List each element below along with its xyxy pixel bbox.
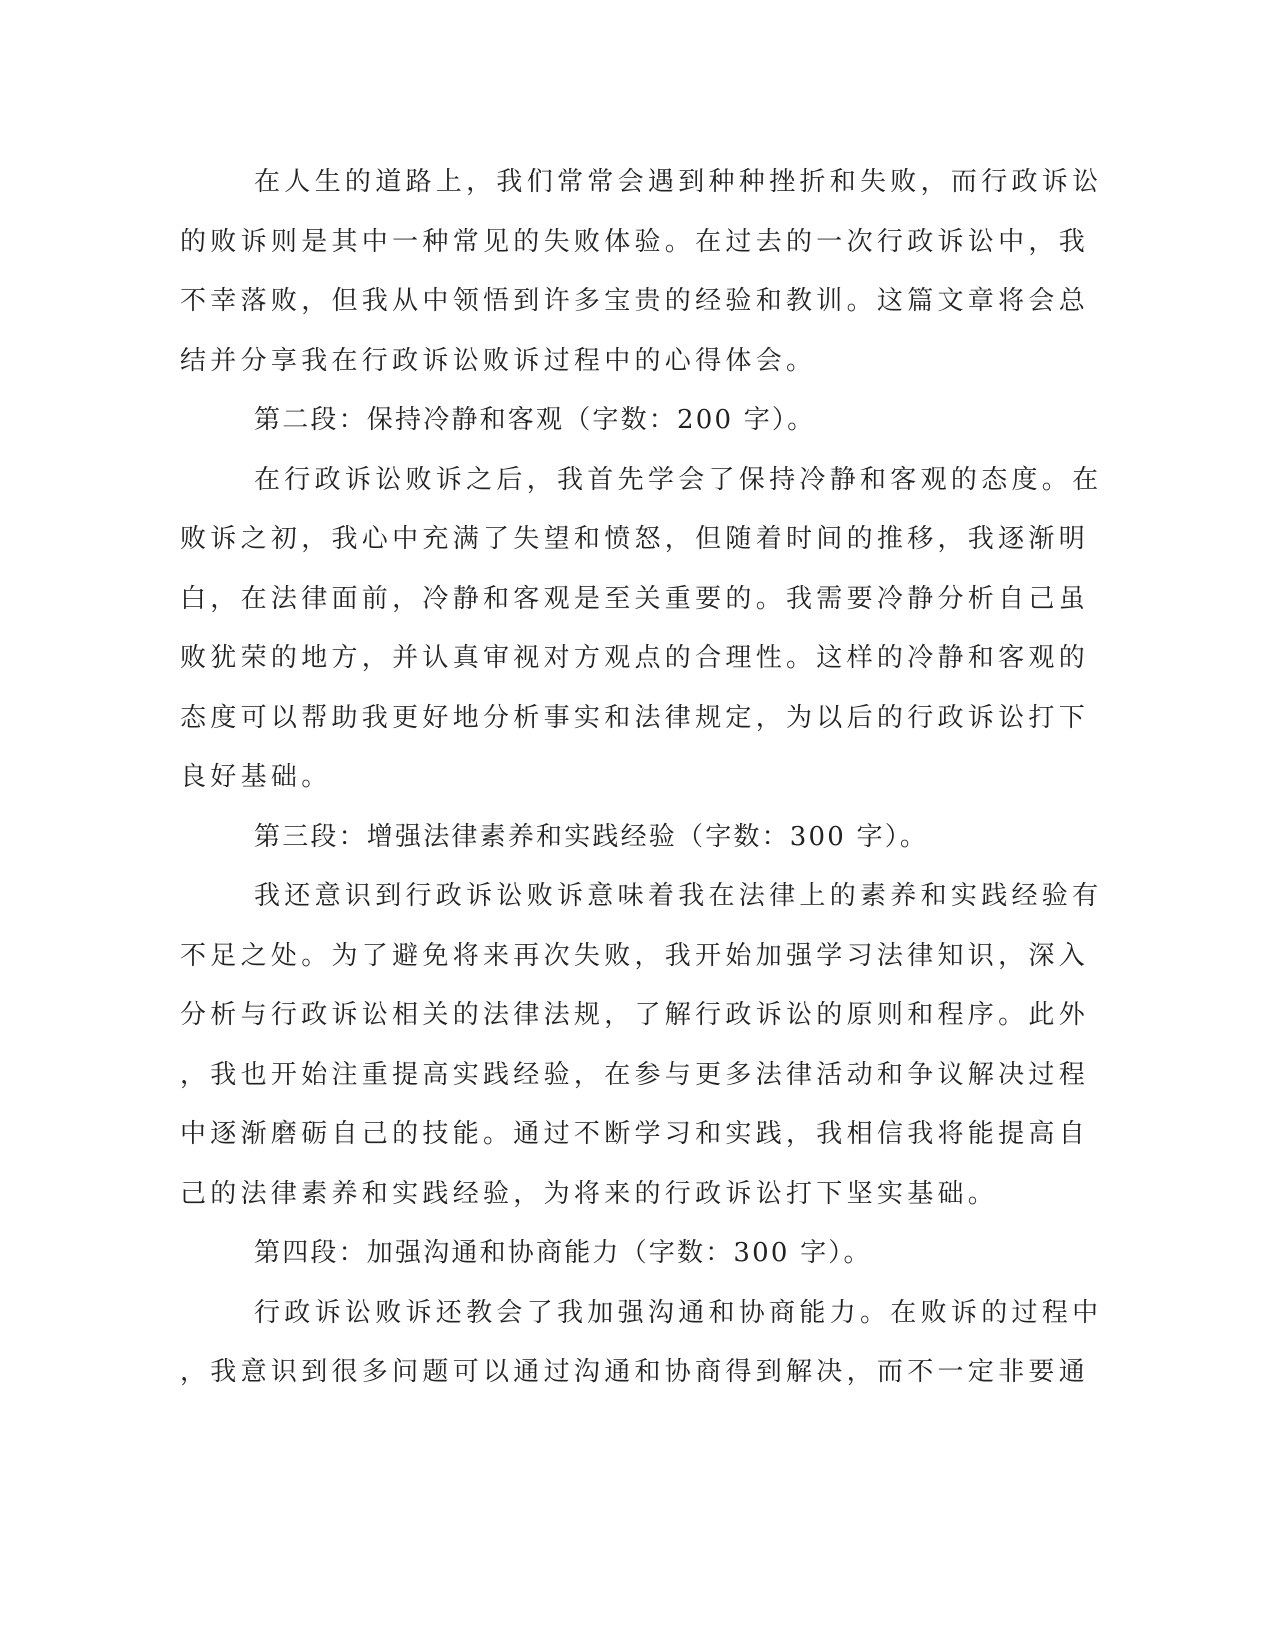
section-heading-3: 第三段：增强法律素养和实践经验（字数：300 字）。 [254,821,929,852]
paragraph-intro-line: 结并分享我在行政诉讼败诉过程中的心得体会。 [180,345,817,376]
paragraph-3-line: 不足之处。为了避免将来再次失败，我开始加强学习法律知识，深入 [180,940,1090,971]
paragraph-3-line: 中逐渐磨砺自己的技能。通过不断学习和实践，我相信我将能提高自 [180,1119,1090,1149]
paragraph-intro-line: 不幸落败，但我从中领悟到许多宝贵的经验和教训。这篇文章将会总 [180,286,1090,316]
paragraph-3-line: 我还意识到行政诉讼败诉意味着我在法律上的素养和实践经验有 [254,881,1103,911]
paragraph-intro-line: 的败诉则是其中一种常见的失败体验。在过去的一次行政诉讼中，我 [180,226,1090,257]
paragraph-2-line: 良好基础。 [180,762,332,792]
section-heading-2: 第二段：保持冷静和客观（字数：200 字）。 [254,405,816,435]
paragraph-2-line: 败诉之初，我心中充满了失望和愤怒，但随着时间的推移，我逐渐明 [180,524,1090,554]
paragraph-3-line: ，我也开始注重提高实践经验，在参与更多法律活动和争议解决过程 [180,1059,1090,1090]
paragraph-3-line: 分析与行政诉讼相关的法律法规，了解行政诉讼的原则和程序。此外 [180,1000,1090,1030]
section-heading-4: 第四段：加强沟通和协商能力（字数：300 字）。 [254,1238,872,1268]
paragraph-3-line: 己的法律素养和实践经验，为将来的行政诉讼打下坚实基础。 [180,1178,999,1209]
document-body [180,153,1103,1403]
paragraph-2-line: 态度可以帮助我更好地分析事实和法律规定，为以后的行政诉讼打下 [180,702,1090,733]
paragraph-2-line: 白，在法律面前，冷静和客观是至关重要的。我需要冷静分析自己虽 [180,583,1090,614]
paragraph-2-line: 在行政诉讼败诉之后，我首先学会了保持冷静和客观的态度。在 [254,464,1103,495]
paragraph-4-line: 行政诉讼败诉还教会了我加强沟通和协商能力。在败诉的过程中 [254,1297,1103,1328]
paragraph-4-line: ，我意识到很多问题可以通过沟通和协商得到解决，而不一定非要通 [180,1357,1090,1387]
paragraph-2-line: 败犹荣的地方，并认真审视对方观点的合理性。这样的冷静和客观的 [180,643,1090,673]
paragraph-intro-line: 在人生的道路上，我们常常会遇到种种挫折和失败，而行政诉讼 [254,167,1103,197]
